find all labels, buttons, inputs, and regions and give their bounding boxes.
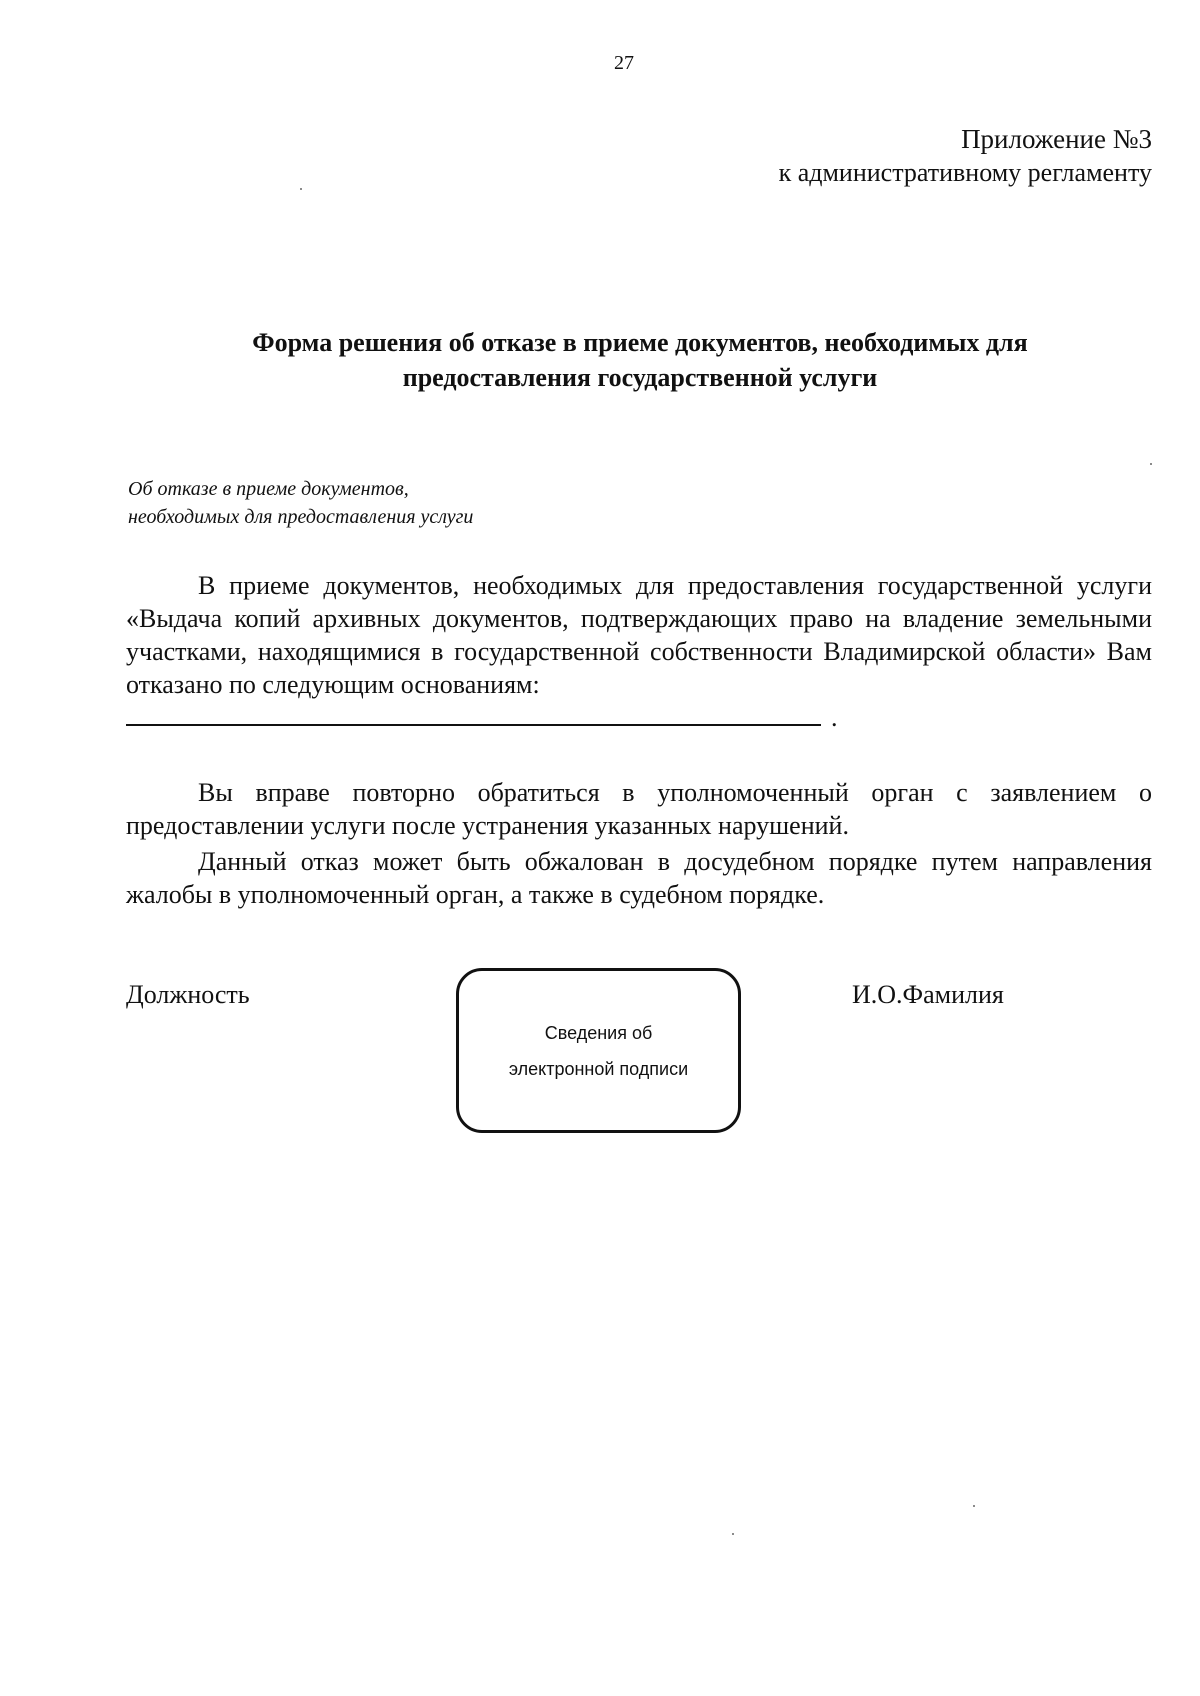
refusal-paragraph — [126, 569, 1152, 734]
position-label: Должность — [126, 980, 250, 1009]
esign-line-2: электронной подписи — [508, 1058, 689, 1079]
scan-speck — [732, 1533, 734, 1535]
electronic-signature-box — [456, 968, 741, 1133]
grounds-period: . — [831, 703, 838, 732]
esign-line-1: Сведения об — [544, 1022, 653, 1043]
subject-block — [128, 475, 473, 531]
name-label: И.О.Фамилия — [852, 980, 1004, 1009]
page-number: 27 — [614, 52, 634, 74]
scan-speck — [973, 1505, 975, 1507]
form-title-line-1: Форма решения об отказе в приеме документов, необходимых для — [252, 328, 1028, 357]
appendix-number: Приложение №3 — [961, 124, 1152, 154]
subject-line-2: необходимых для предоставления услуги — [128, 506, 474, 528]
reapply-paragraph: Вы вправе повторно обратиться в уполномоченный орган с заявлением о предоставлении услуги после устранения указанных нарушений. — [126, 778, 1152, 840]
scan-speck — [300, 188, 302, 190]
scan-speck — [1150, 463, 1152, 465]
signature-row — [0, 968, 1200, 1138]
form-title-line-2: предоставления государственной услуги — [402, 363, 878, 392]
form-title — [140, 325, 1140, 395]
appeal-paragraph: Данный отказ может быть обжалован в досудебном порядке путем направления жалобы в уполномоченный орган, а также в судебном порядке. — [126, 847, 1152, 909]
refusal-text: В приеме документов, необходимых для предоставления государственной услуги «Выдача копий архивных документов, подтверждающих право на владение земельными участками, находящимися в государственной собственности Владимирской области» Вам отказано по следующим основаниям: — [126, 571, 1152, 699]
appendix-reference: к административному регламенту — [778, 158, 1152, 187]
subject-line-1: Об отказе в приеме документов, — [128, 478, 409, 500]
appendix-header — [779, 122, 1152, 190]
grounds-blank-line — [126, 704, 821, 726]
